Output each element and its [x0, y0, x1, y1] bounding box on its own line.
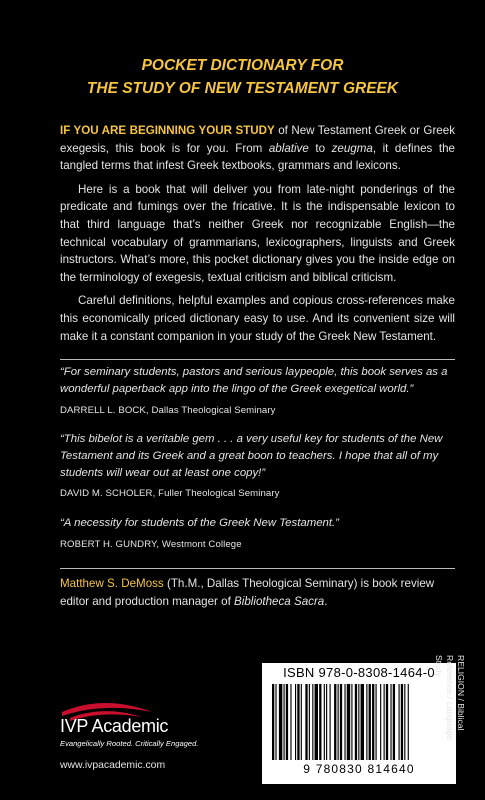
bisac-category: RELIGION / Biblical Reference / Language Study [434, 655, 466, 741]
description-paragraph-2: Here is a book that will deliver you from late-night ponderings of the predicate and fumings over the fricative. It is the indispensable lexicon to that third language that’s neither Greek nor recognizable English—the technical vocabulary of grammarians, lexicographers, linguists and Greek instructors. What’s more, this pocket dictionary gives you the inside edge on the terminology of exegesis, textual criticism and biblical criticism. [60, 182, 455, 284]
divider [60, 359, 455, 360]
text-run: to [308, 141, 332, 155]
endorsement-1 [60, 364, 455, 419]
endorser-affiliation: , Dallas Theological Seminary [145, 404, 276, 416]
author-bio [60, 575, 455, 610]
journal-title: Bibliotheca Sacra [234, 594, 325, 608]
endorser-name: ROBERT H. GUNDRY [60, 538, 157, 550]
endorser-name: DAVID M. SCHOLER [60, 488, 153, 500]
endorser-affiliation: , Fuller Theological Seminary [152, 488, 280, 500]
barcode-number: 9 780830 814640 [303, 762, 415, 776]
text-run: . [324, 594, 328, 608]
endorsement-2 [60, 431, 455, 503]
publisher-url[interactable]: www.ivpacademic.com [60, 760, 166, 771]
publisher-tagline: Evangelically Rooted. Critically Engaged. [60, 739, 199, 748]
endorsement-3 [60, 515, 455, 554]
author-name: Matthew S. DeMoss [60, 577, 164, 590]
quote-text: “This bibelot is a veritable gem . . . a very useful key for students of the New Testament and its Greek and a great boon to teachers. I hope that all of my students will wear out at least one copy!” [60, 433, 443, 479]
title-line-1: POCKET DICTIONARY FOR [141, 57, 344, 74]
divider [60, 568, 455, 569]
quote-attribution [60, 537, 455, 554]
isbn-barcode [262, 663, 456, 784]
description-paragraph-1 [60, 122, 455, 175]
book-title [0, 54, 485, 100]
endorser-affiliation: , Westmont College [156, 538, 242, 550]
publisher-name: IVP Academic [60, 716, 169, 736]
quote-text: “For seminary students, pastors and serious laypeople, this book serves as a wonderful paperback app into the lingo of the Greek exegetical world.” [60, 366, 448, 395]
title-line-2: THE STUDY OF NEW TESTAMENT GREEK [86, 80, 399, 97]
term-ablative: ablative [268, 141, 309, 155]
quote-attribution [60, 403, 455, 420]
endorser-name: DARRELL L. BOCK [60, 404, 146, 416]
quote-text: “A necessity for students of the Greek New Testament.” [60, 517, 339, 529]
barcode-icon [268, 684, 450, 760]
text-run: of New Testament Greek or Greek exegesis, this book is for you. From [60, 124, 456, 155]
text-run: , it defines the tangled terms that infest Greek textbooks, grammars and lexicons. [60, 141, 455, 173]
description-paragraph-3: Careful definitions, helpful examples and copious cross-references make this economically priced dictionary easy to use. And its convenient size will make it a constant companion in your study of the Greek New Testament. [60, 294, 455, 343]
text-run: (Th.M., Dallas Theological Seminary) is book review editor and production manager of [60, 577, 435, 608]
lead-in: IF YOU ARE BEGINNING YOUR STUDY [60, 124, 275, 137]
quote-attribution [60, 486, 455, 503]
isbn-label: ISBN 978-0-8308-1464-0 [283, 665, 435, 680]
description [60, 122, 455, 345]
term-zeugma: zeugma [331, 141, 373, 155]
